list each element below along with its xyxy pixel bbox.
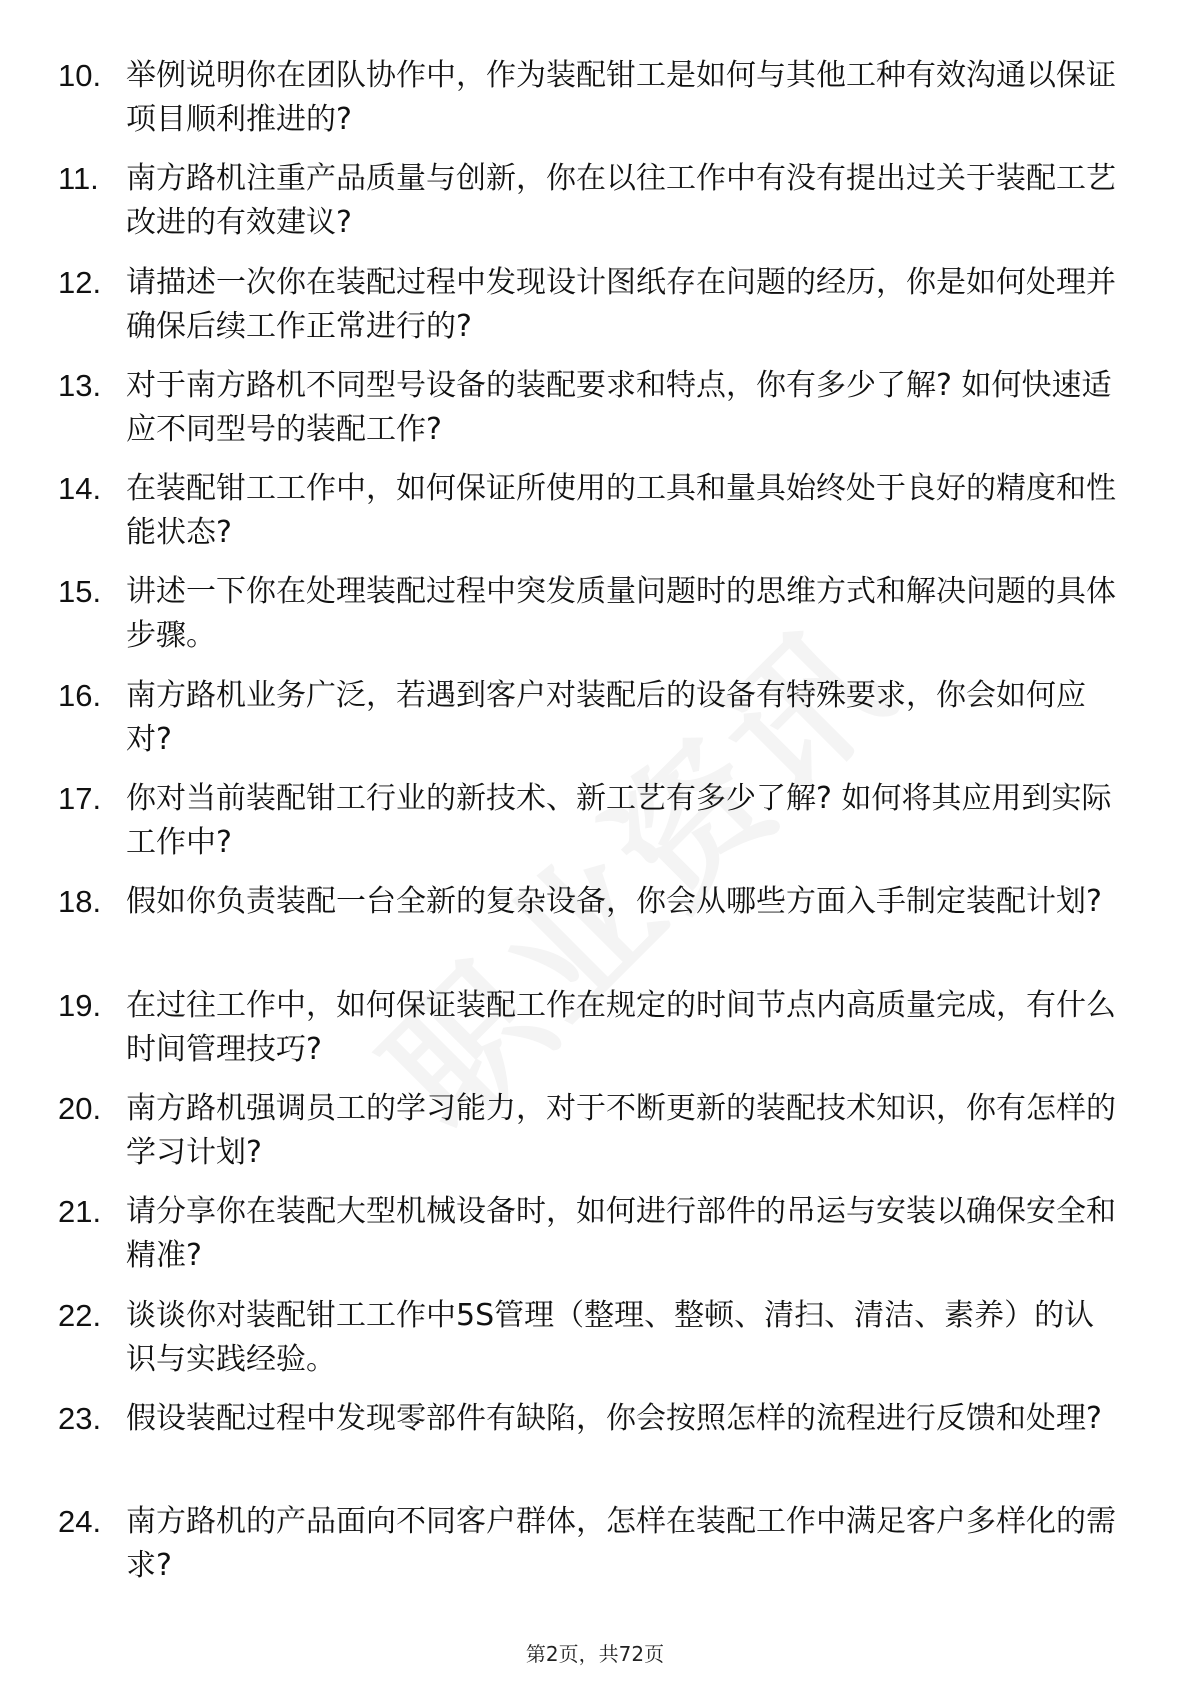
- question-text: 假设装配过程中发现零部件有缺陷，你会按照怎样的流程进行反馈和处理?: [126, 1400, 1102, 1436]
- question-number: 23.: [58, 1400, 102, 1436]
- question-number: 24.: [58, 1504, 102, 1540]
- question-text: 你对当前装配钳工行业的新技术、新工艺有多少了解? 如何将其应用到实际工作中?: [126, 781, 1112, 861]
- question-item: [58, 364, 1118, 452]
- question-number: 18.: [58, 884, 102, 920]
- question-number: 10.: [58, 58, 102, 93]
- question-text: 南方路机强调员工的学习能力，对于不断更新的装配技术知识，你有怎样的学习计划?: [126, 1090, 1116, 1170]
- question-number: 20.: [58, 1090, 102, 1126]
- question-item: [58, 1397, 1118, 1485]
- question-item: [58, 54, 1118, 142]
- question-text: 讲述一下你在处理装配过程中突发质量问题时的思维方式和解决问题的具体步骤。: [126, 574, 1116, 654]
- question-number: 21.: [58, 1194, 102, 1230]
- question-text: 南方路机的产品面向不同客户群体，怎样在装配工作中满足客户多样化的需求?: [126, 1504, 1116, 1584]
- question-item: [58, 1087, 1118, 1175]
- question-item: [58, 1500, 1118, 1588]
- question-number: 11.: [58, 161, 99, 197]
- question-number: 22.: [58, 1297, 102, 1333]
- question-item: [58, 261, 1118, 349]
- question-item: [58, 570, 1118, 658]
- question-text: 假如你负责装配一台全新的复杂设备，你会从哪些方面入手制定装配计划?: [126, 884, 1102, 920]
- question-text: 请分享你在装配大型机械设备时，如何进行部件的吊运与安装以确保安全和精准?: [126, 1194, 1116, 1274]
- question-item: [58, 674, 1118, 762]
- question-text: 举例说明你在团队协作中，作为装配钳工是如何与其他工种有效沟通以保证项目顺利推进的?: [126, 58, 1116, 137]
- question-text: 在装配钳工工作中，如何保证所使用的工具和量具始终处于良好的精度和性能状态?: [126, 471, 1116, 551]
- question-number: 16.: [58, 677, 102, 713]
- question-item: [58, 1294, 1118, 1382]
- question-number: 12.: [58, 264, 102, 300]
- question-item: [58, 777, 1118, 865]
- page-footer: 第2页，共72页: [525, 1642, 665, 1666]
- question-number: 17.: [58, 781, 102, 817]
- question-text: 谈谈你对装配钳工工作中5S管理（整理、整顿、清扫、清洁、素养）的认识与实践经验。: [126, 1297, 1095, 1377]
- question-text: 南方路机注重产品质量与创新，你在以往工作中有没有提出过关于装配工艺改进的有效建议?: [126, 161, 1116, 241]
- question-item: [58, 880, 1118, 968]
- question-number: 19.: [58, 987, 102, 1023]
- question-item: [58, 1190, 1118, 1278]
- question-number: 14.: [58, 471, 102, 507]
- question-item: [58, 157, 1118, 245]
- question-text: 请描述一次你在装配过程中发现设计图纸存在问题的经历，你是如何处理并确保后续工作正常进行的?: [126, 264, 1116, 344]
- question-number: 15.: [58, 574, 102, 610]
- question-text: 南方路机业务广泛，若遇到客户对装配后的设备有特殊要求，你会如何应对?: [126, 677, 1086, 757]
- question-item: [58, 984, 1118, 1072]
- question-number: 13.: [58, 367, 102, 403]
- question-item: [58, 467, 1118, 555]
- question-text: 在过往工作中，如何保证装配工作在规定的时间节点内高质量完成，有什么时间管理技巧?: [126, 987, 1116, 1067]
- question-text: 对于南方路机不同型号设备的装配要求和特点，你有多少了解? 如何快速适应不同型号的装配工作?: [126, 367, 1112, 447]
- question-list: [58, 54, 1118, 1603]
